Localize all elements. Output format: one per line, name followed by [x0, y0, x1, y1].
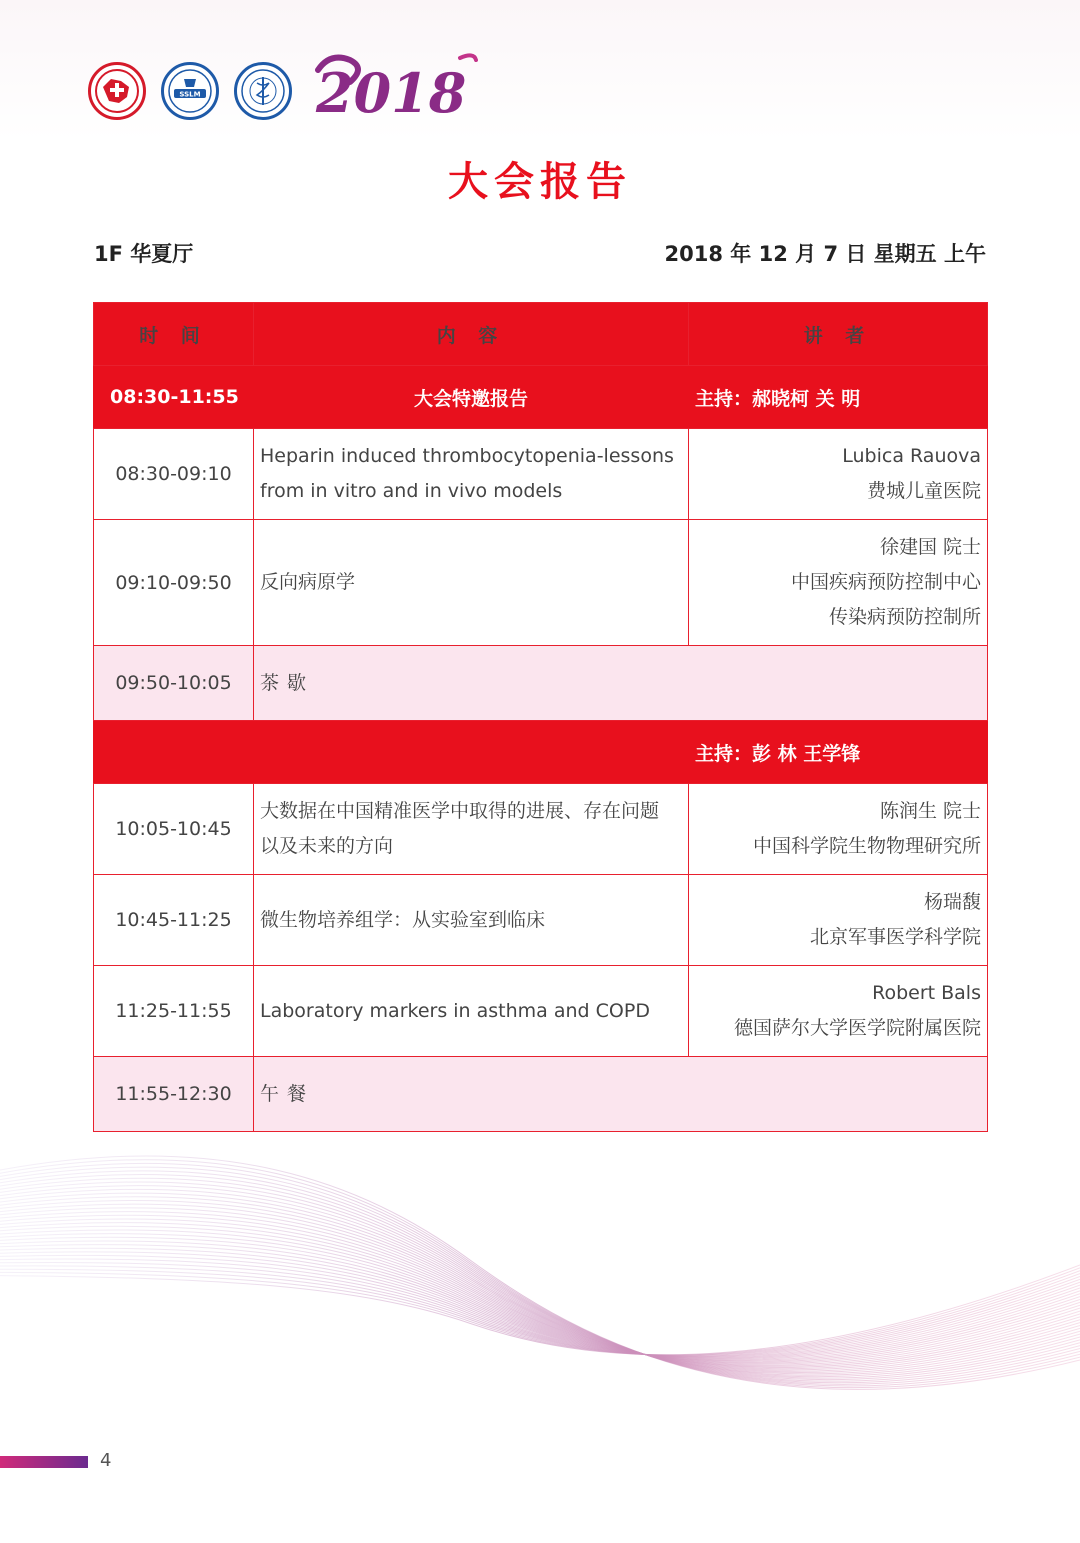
- speaker-name: 杨瑞馥: [923, 891, 981, 913]
- date-label: 2018 年 12 月 7 日 星期五 上午: [664, 242, 986, 266]
- talk-speaker: [689, 966, 988, 1057]
- header-content: 内 容: [254, 303, 689, 366]
- session-title: [254, 721, 689, 784]
- talk-content: 反向病原学: [254, 520, 689, 646]
- venue-label: 1F 华夏厅: [94, 242, 194, 266]
- speaker-affiliation: 中国疾病预防控制中心: [790, 571, 981, 593]
- break-row: [94, 646, 988, 721]
- break-time: 11:55-12:30: [94, 1057, 254, 1132]
- schedule-table: [93, 302, 988, 1132]
- talk-content-line: 大数据在中国精准医学中取得的进展、存在问题: [260, 800, 660, 822]
- talk-speaker: [689, 429, 988, 520]
- wave-line: [0, 1208, 1080, 1369]
- break-label: 茶 歇: [254, 646, 988, 721]
- table-header-row: [94, 303, 988, 366]
- session-host: 主持：郝晓柯 关 明: [689, 366, 988, 429]
- talk-content: 微生物培养组学：从实验室到临床: [254, 875, 689, 966]
- speaker-name: 徐建国 院士: [879, 536, 981, 558]
- wave-line: [0, 1186, 1080, 1377]
- page-number: 4: [100, 1450, 112, 1471]
- table-row: [94, 966, 988, 1057]
- wave-line: [0, 1193, 1080, 1374]
- talk-content: [254, 429, 689, 520]
- svg-text:2018: 2018: [316, 61, 467, 125]
- session-host: 主持：彭 林 王学锋: [689, 721, 988, 784]
- table-row: [94, 429, 988, 520]
- year-2018-logo: [310, 50, 480, 130]
- wave-line: [0, 1174, 1080, 1381]
- talk-content: [254, 784, 689, 875]
- page-number-bar: [0, 1456, 88, 1468]
- speaker-affiliation: 传染病预防控制所: [828, 606, 981, 628]
- talk-speaker: [689, 520, 988, 646]
- wave-line: [0, 1245, 1080, 1359]
- talk-time: 10:05-10:45: [94, 784, 254, 875]
- wave-line: [0, 1156, 1080, 1389]
- table-row: [94, 875, 988, 966]
- talk-time: 09:10-09:50: [94, 520, 254, 646]
- session-row: [94, 366, 988, 429]
- table-row: [94, 784, 988, 875]
- break-time: 09:50-10:05: [94, 646, 254, 721]
- session-time: 08:30-11:55: [94, 366, 254, 429]
- wave-line: [0, 1182, 1080, 1378]
- page-title: 大会报告: [448, 159, 632, 205]
- header-time: 时 间: [94, 303, 254, 366]
- medical-association-logo: [88, 62, 146, 120]
- research-institute-logo: [234, 62, 292, 120]
- table-row: [94, 520, 988, 646]
- sslm-logo: [161, 62, 219, 120]
- talk-content-line: Heparin induced thrombocytopenia-lessons: [260, 445, 674, 467]
- talk-content: Laboratory markers in asthma and COPD: [254, 966, 689, 1057]
- talk-speaker: [689, 875, 988, 966]
- speaker-affiliation: 费城儿童医院: [866, 480, 981, 502]
- break-label: 午 餐: [254, 1057, 988, 1132]
- session-time: [94, 721, 254, 784]
- talk-time: 08:30-09:10: [94, 429, 254, 520]
- session-title: 大会特邀报告: [254, 366, 689, 429]
- talk-time: 11:25-11:55: [94, 966, 254, 1057]
- talk-time: 10:45-11:25: [94, 875, 254, 966]
- session-row: [94, 721, 988, 784]
- speaker-name: Robert Bals: [872, 982, 981, 1004]
- speaker-affiliation: 中国科学院生物物理研究所: [752, 835, 981, 857]
- speaker-name: 陈润生 院士: [879, 800, 981, 822]
- decorative-waves: [0, 1140, 1080, 1480]
- talk-content-line: from in vitro and in vivo models: [260, 480, 563, 502]
- talk-content-line: 以及未来的方向: [260, 835, 394, 857]
- header-speaker: 讲 者: [689, 303, 988, 366]
- speaker-name: Lubica Rauova: [842, 445, 981, 467]
- svg-text:SSLM: SSLM: [179, 90, 201, 99]
- break-row: [94, 1057, 988, 1132]
- talk-speaker: [689, 784, 988, 875]
- speaker-affiliation: 北京军事医学科学院: [809, 926, 981, 948]
- speaker-affiliation: 德国萨尔大学医学院附属医院: [733, 1017, 981, 1039]
